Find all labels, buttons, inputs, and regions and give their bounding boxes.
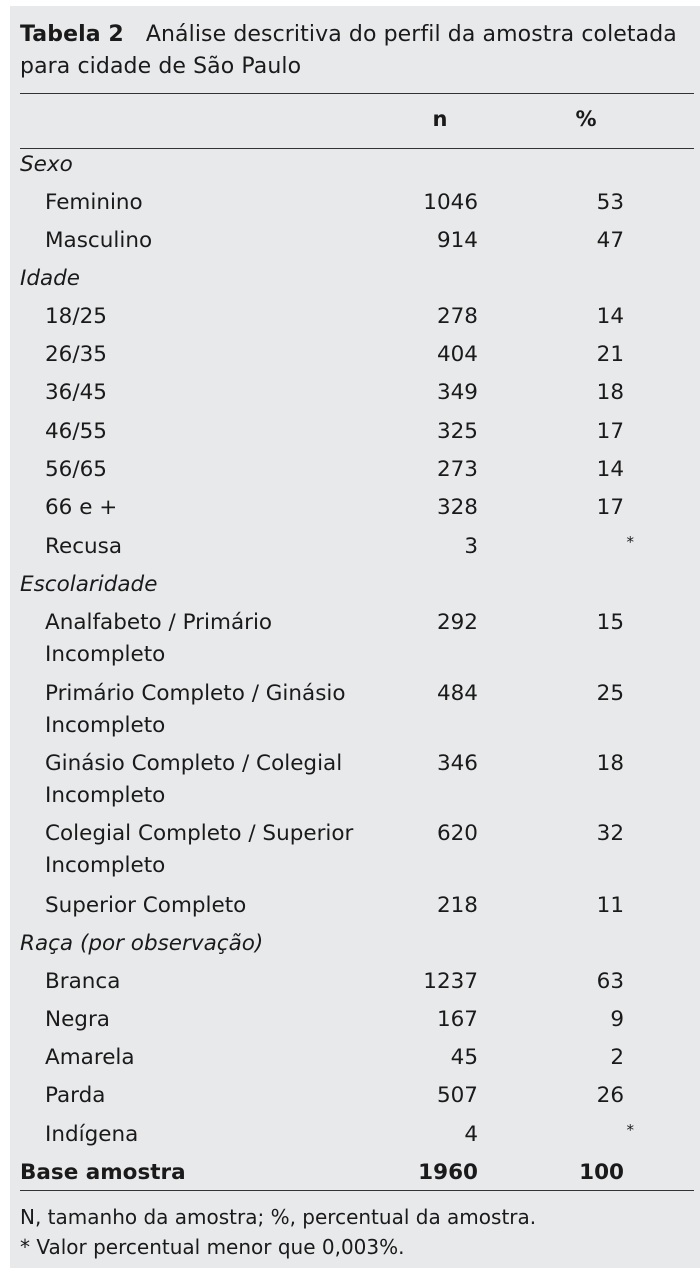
row-percent-value: 15 bbox=[596, 610, 624, 635]
row-percent-value: 9 bbox=[610, 1007, 624, 1032]
row-label: 18/25 bbox=[45, 304, 107, 329]
row-percent-value: 32 bbox=[596, 821, 624, 846]
row-percent-value: 18 bbox=[596, 380, 624, 405]
row-n-value: 1237 bbox=[423, 969, 478, 994]
row-label: Negra bbox=[45, 1007, 110, 1032]
row-percent-value: 2 bbox=[610, 1045, 624, 1070]
row-percent-value: 53 bbox=[596, 190, 624, 215]
row-percent-value: 11 bbox=[596, 893, 624, 918]
row-label: 36/45 bbox=[45, 380, 107, 405]
row-label: Branca bbox=[45, 969, 121, 994]
row-label: Feminino bbox=[45, 190, 143, 215]
row-percent-value: 26 bbox=[596, 1083, 624, 1108]
row-label: 56/65 bbox=[45, 457, 107, 482]
row-label: Masculino bbox=[45, 228, 153, 253]
row-n-value: 328 bbox=[436, 495, 478, 520]
footnote-abbreviations: N, tamanho da amostra; %, percentual da amostra. bbox=[20, 1205, 537, 1229]
row-n-value: 346 bbox=[436, 751, 478, 776]
row-n-value: 620 bbox=[436, 821, 478, 846]
row-n-value: 1046 bbox=[423, 190, 478, 215]
row-n-value: 3 bbox=[464, 534, 478, 559]
row-percent-value: 63 bbox=[596, 969, 624, 994]
row-label: Recusa bbox=[45, 534, 123, 559]
row-percent-value: 25 bbox=[596, 681, 624, 706]
row-percent-value: 17 bbox=[596, 495, 624, 520]
row-label: Indígena bbox=[45, 1122, 139, 1147]
table-caption-line2: para cidade de São Paulo bbox=[20, 54, 302, 79]
table-caption-label: Tabela 2 bbox=[20, 22, 124, 47]
row-label: 26/35 bbox=[45, 342, 107, 367]
row-percent-value: 100 bbox=[579, 1160, 624, 1185]
row-label: Analfabeto / Primário Incompleto bbox=[45, 610, 273, 667]
row-percent-value: 18 bbox=[596, 751, 624, 776]
row-percent-value: * bbox=[626, 533, 634, 551]
row-label: 46/55 bbox=[45, 419, 107, 444]
bottom-rule bbox=[20, 1190, 694, 1191]
row-n-value: 218 bbox=[436, 893, 478, 918]
row-n-value: 349 bbox=[436, 380, 478, 405]
row-n-value: 4 bbox=[464, 1122, 478, 1147]
table-caption bbox=[20, 19, 690, 83]
row-label: Ginásio Completo / Colegial Incompleto bbox=[45, 751, 343, 808]
row-n-value: 404 bbox=[436, 342, 478, 367]
row-percent-value: 21 bbox=[596, 342, 624, 367]
row-label: Colegial Completo / Superior Incompleto bbox=[45, 821, 354, 878]
row-n-value: 45 bbox=[450, 1045, 478, 1070]
table-panel bbox=[10, 6, 700, 1268]
row-label: Parda bbox=[45, 1083, 106, 1108]
row-label: 66 e + bbox=[45, 495, 118, 520]
row-n-value: 278 bbox=[436, 304, 478, 329]
category-label: Sexo bbox=[20, 152, 73, 177]
category-label: Raça (por observação) bbox=[20, 931, 264, 956]
row-percent-value: 17 bbox=[596, 419, 624, 444]
top-rule bbox=[20, 93, 694, 94]
row-label: Base amostra bbox=[20, 1160, 186, 1185]
category-label: Idade bbox=[20, 266, 81, 291]
column-header-percent: % bbox=[575, 107, 597, 131]
row-n-value: 273 bbox=[436, 457, 478, 482]
row-label: Superior Completo bbox=[45, 893, 247, 918]
row-n-value: 507 bbox=[436, 1083, 478, 1108]
footnote-asterisk: * Valor percentual menor que 0,003%. bbox=[20, 1235, 405, 1259]
row-n-value: 1960 bbox=[418, 1160, 478, 1185]
row-n-value: 914 bbox=[436, 228, 478, 253]
row-n-value: 325 bbox=[436, 419, 478, 444]
row-label: Primário Completo / Ginásio Incompleto bbox=[45, 681, 346, 738]
column-header-n: n bbox=[432, 107, 448, 131]
row-label: Amarela bbox=[45, 1045, 135, 1070]
row-percent-value: 14 bbox=[596, 457, 624, 482]
row-n-value: 484 bbox=[436, 681, 478, 706]
row-n-value: 167 bbox=[436, 1007, 478, 1032]
row-percent-value: 47 bbox=[596, 228, 624, 253]
row-percent-value: 14 bbox=[596, 304, 624, 329]
table-caption-line1: Análise descritiva do perfil da amostra coletada bbox=[145, 22, 677, 47]
category-label: Escolaridade bbox=[20, 572, 158, 597]
row-n-value: 292 bbox=[436, 610, 478, 635]
row-percent-value: * bbox=[626, 1121, 634, 1139]
